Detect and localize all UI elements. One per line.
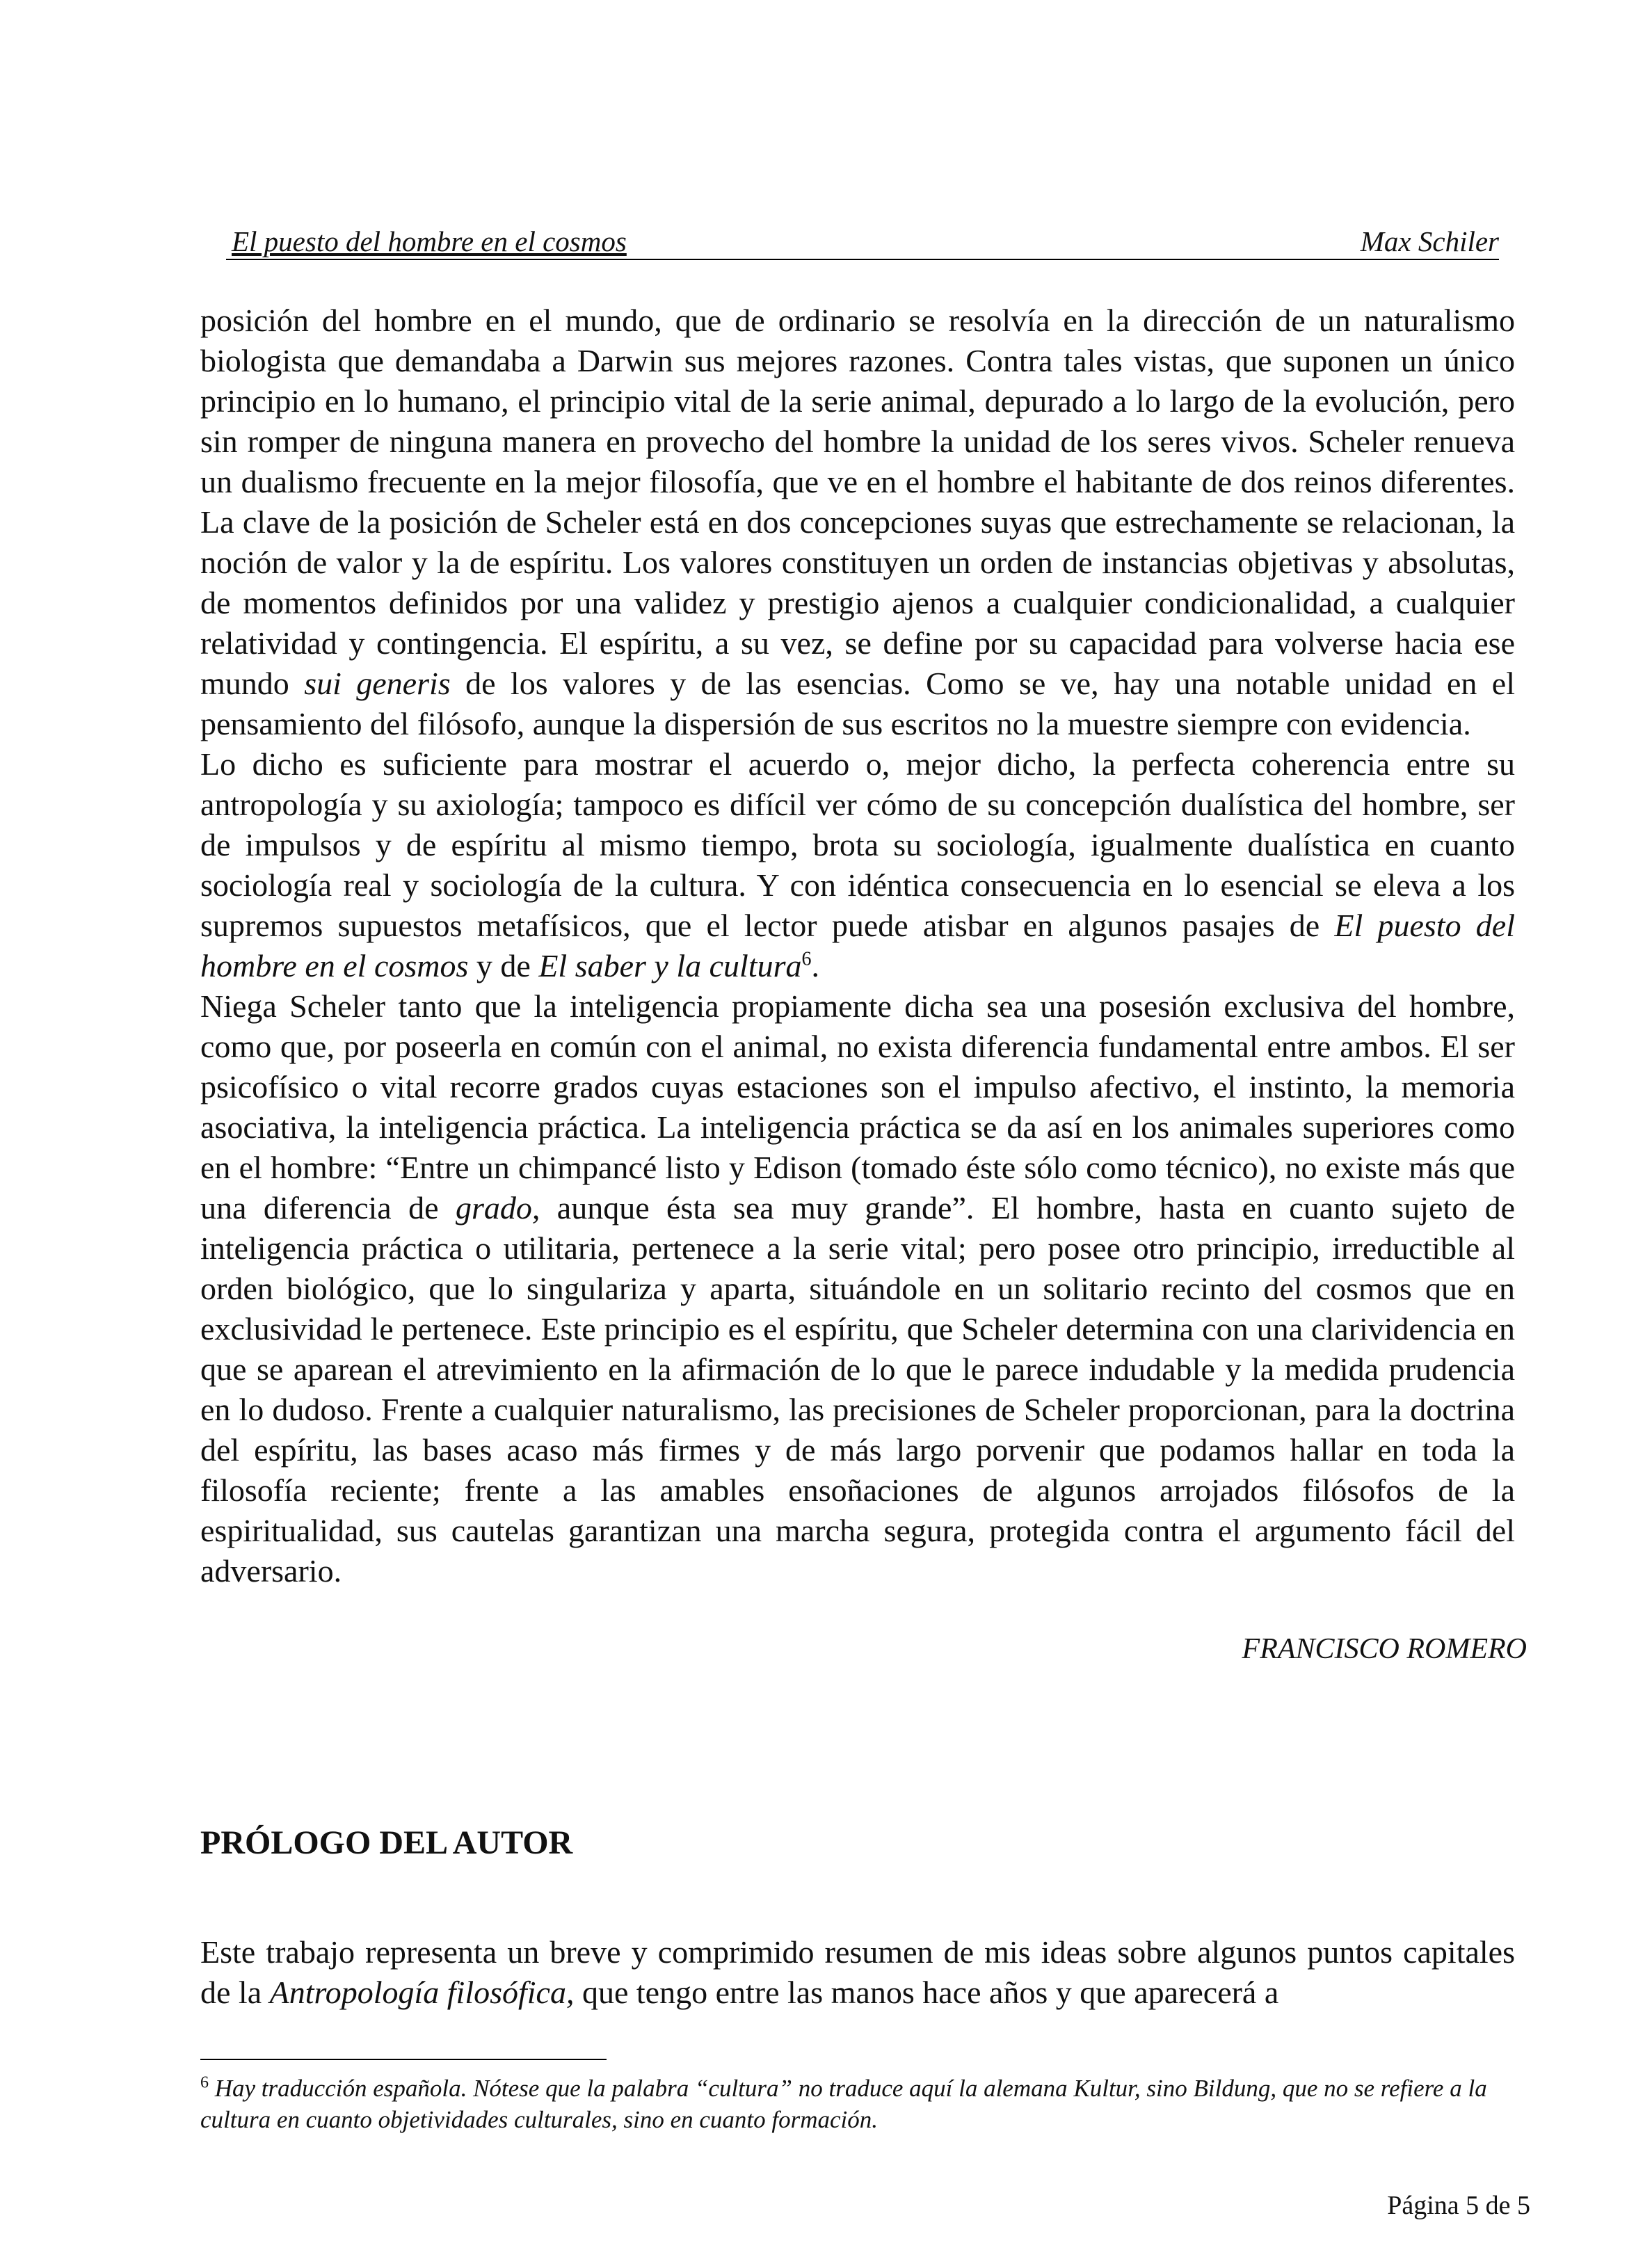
paragraph-1-text-b: de los valores y de las esencias. Como se ve, hay una notable unidad en el pensamiento del filósofo, aunque la dispersión de sus escritos no la muestre siempre con evidencia. [200, 666, 1516, 741]
running-header [226, 224, 1499, 260]
prologue-paragraph [200, 1932, 1515, 2013]
footnote-divider [200, 2059, 607, 2060]
footnote [200, 2073, 1515, 2135]
prologue-text-a: Este trabajo representa un breve y comprimido resumen de mis ideas sobre algunos puntos capitales de la [200, 1934, 1515, 2010]
footnote-text: Hay traducción española. Nótese que la palabra “cultura” no traduce aquí la alemana Kultur, sino Bildung, que no se refiere a la cultura en cuanto objetividades culturales, sino en cuanto formación. [200, 2075, 1487, 2133]
paragraph-2-italic-2: El saber y la cultura [538, 948, 802, 983]
signature: FRANCISCO ROMERO [1242, 1633, 1527, 1665]
paragraph-1 [200, 300, 1515, 744]
section-heading: PRÓLOGO DEL AUTOR [200, 1824, 573, 1861]
paragraph-2-text-mid: y de [476, 948, 531, 983]
header-author: Max Schiler [1360, 225, 1499, 257]
paragraph-2 [200, 744, 1515, 986]
prologue-italic: Antropología filosófica, [269, 1975, 575, 2010]
paragraph-2-text-a: Lo dicho es suficiente para mostrar el acuerdo o, mejor dicho, la perfecta coherencia entre su antropología y su axiología; tampoco es difícil ver cómo de su concepción dualística del hombre, ser de impulsos y de espíritu al mismo tiempo, brota su sociología, igualmente dualística en cuanto sociología real y sociología de la cultura. Y con idéntica consecuencia en lo esencial se eleva a los supremos supuestos metafísicos, que el lector puede atisbar en algunos pasajes de [200, 746, 1515, 943]
paragraph-3-text-a: Niega Scheler tanto que la inteligencia propiamente dicha sea una posesión exclusiva del hombre, como que, por poseerla en común con el animal, no exista diferencia fundamental entre ambos. El ser psicofísico o vital recorre grados cuyas estaciones son el impulso afectivo, el instinto, la memoria asociativa, la inteligencia práctica. La inteligencia práctica se da así en los animales superiores como en el hombre: “Entre un chimpancé listo y Edison (tomado éste sólo como técnico), no existe más que una diferencia de [200, 988, 1515, 1226]
paragraph-2-italic-1: El puesto del hombre en el cosmos [200, 908, 1515, 983]
page-number: Página 5 de 5 [1387, 2191, 1530, 2220]
body-text [200, 300, 1515, 1591]
paragraph-1-text-a: posición del hombre en el mundo, que de ordinario se resolvía en la dirección de un naturalismo biologista que demandaba a Darwin sus mejores razones. Contra tales vistas, que suponen un único principio en lo humano, el principio vital de la serie animal, depurado a lo largo de la evolución, pero sin romper de ninguna manera en provecho del hombre la unidad de los seres vivos. Scheler renueva un dualismo frecuente en la mejor filosofía, que ve en el hombre el habitante de dos reinos diferentes. La clave de la posición de Scheler está en dos concepciones suyas que estrechamente se relacionan, la noción de valor y la de espíritu. Los valores constituyen un orden de instancias objetivas y absolutas, de momentos definidos por una validez y prestigio ajenos a cualquier condicionalidad, a cualquier relatividad y contingencia. El espíritu, a su vez, se define por su capacidad para volverse hacia ese mundo [200, 303, 1515, 701]
paragraph-1-italic: sui generis [304, 666, 451, 701]
header-book-title: El puesto del hombre en el cosmos [232, 225, 627, 257]
footnote-number: 6 [200, 2073, 209, 2092]
paragraph-2-end: . [811, 948, 819, 983]
paragraph-3-italic: grado, [455, 1190, 540, 1226]
paragraph-3 [200, 986, 1515, 1591]
footnote-ref-6[interactable]: 6 [801, 948, 812, 970]
paragraph-3-text-b: aunque ésta sea muy grande”. El hombre, hasta en cuanto sujeto de inteligencia práctica o utilitaria, pertenece a la serie vital; pero posee otro principio, irreductible al orden biológico, que lo singulariza y aparta, situándole en un solitario recinto del cosmos que en exclusividad le pertenece. Este principio es el espíritu, que Scheler determina con una clarividencia en que se aparean el atrevimiento en la afirmación de lo que le parece indudable y la medida prudencia en lo dudoso. Frente a cualquier naturalismo, las precisiones de Scheler proporcionan, para la doctrina del espíritu, las bases acaso más firmes y de más largo porvenir que podamos hallar en toda la filosofía reciente; frente a las amables ensoñaciones de algunos arrojados filósofos de la espiritualidad, sus cautelas garantizan una marcha segura, protegida contra el argumento fácil del adversario. [200, 1190, 1516, 1589]
prologue-text-b: que tengo entre las manos hace años y que aparecerá a [582, 1975, 1279, 2010]
